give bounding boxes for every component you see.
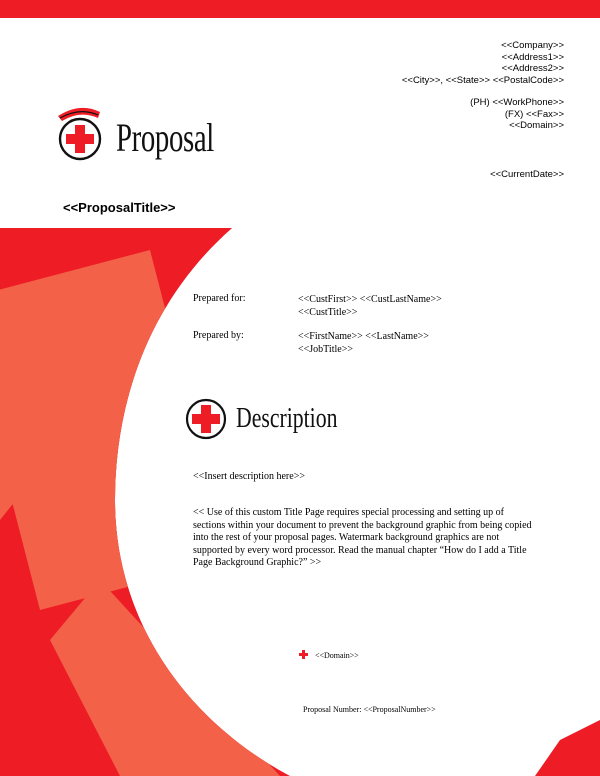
company-address-block bbox=[402, 40, 564, 132]
prepared-by-name: <<FirstName>> <<LastName>> bbox=[298, 331, 429, 342]
address2-line: <<Address2>> bbox=[501, 63, 564, 74]
footer-domain: <<Domain>> bbox=[315, 651, 359, 660]
proposal-number: Proposal Number: <<ProposalNumber>> bbox=[303, 705, 436, 714]
city-state-postal-line: <<City>>, <<State>> <<PostalCode>> bbox=[401, 74, 564, 86]
description-cross-icon bbox=[185, 398, 227, 440]
description-heading: Description bbox=[236, 402, 338, 434]
prepared-for-title: <<CustTitle>> bbox=[298, 307, 358, 318]
prepared-by-title: <<JobTitle>> bbox=[298, 344, 353, 355]
small-cross-icon bbox=[299, 650, 308, 659]
prepared-by-label: Prepared by: bbox=[193, 330, 244, 341]
prepared-for-name: <<CustFirst>> <<CustLastName>> bbox=[298, 294, 442, 305]
red-cross-icon bbox=[54, 104, 114, 164]
proposal-title: <<ProposalTitle>> bbox=[63, 200, 176, 215]
top-accent-bar bbox=[0, 0, 600, 18]
current-date: <<CurrentDate>> bbox=[490, 169, 564, 180]
company-line: <<Company>> bbox=[501, 40, 564, 51]
description-note: << Use of this custom Title Page requires special processing and setting up of sections within your document to prevent the background graphic from being copied into the rest of your proposal pages. Watermark background graphics are not supported by every word processor. Read the manual chapter “How do I add a Title Page Background Graphic?” >> bbox=[193, 507, 532, 568]
logo-wordmark: Proposal bbox=[116, 115, 214, 160]
domain-line: <<Domain>> bbox=[509, 120, 564, 131]
fax-line: (FX) <<Fax>> bbox=[504, 108, 564, 120]
address1-line: <<Address1>> bbox=[501, 51, 564, 63]
description-placeholder: <<Insert description here>> bbox=[193, 471, 305, 482]
prepared-for-label: Prepared for: bbox=[193, 293, 246, 304]
phone-line: (PH) <<WorkPhone>> bbox=[470, 97, 564, 108]
